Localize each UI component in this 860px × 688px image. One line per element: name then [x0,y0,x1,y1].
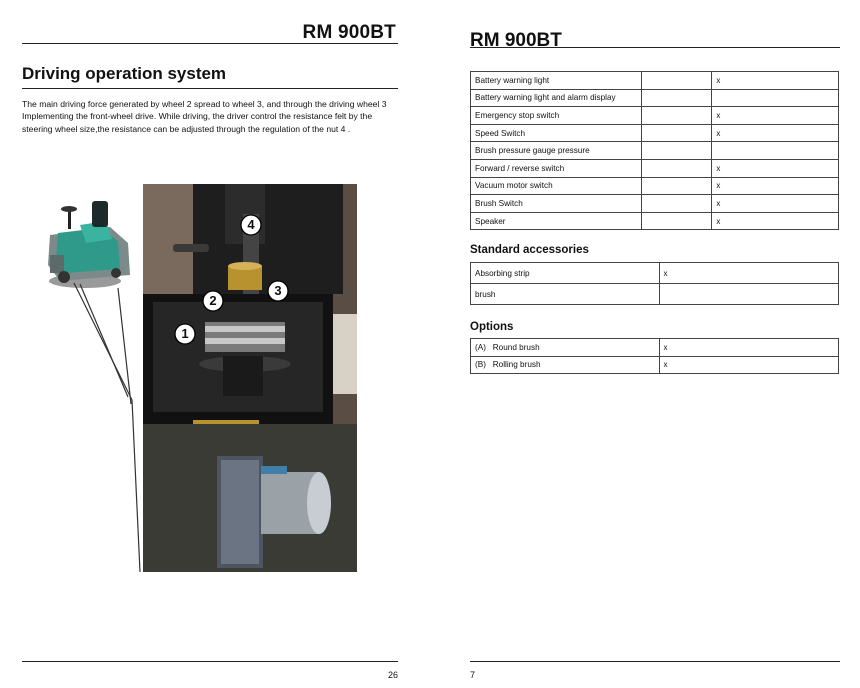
features-table [470,71,839,230]
accessory-label: brush [471,284,660,305]
accessory-label: Absorbing strip [471,263,660,284]
feature-label: Battery warning light and alarm display [471,89,642,107]
options-table [470,338,839,374]
section-title: Driving operation system [22,64,227,83]
options-title: Options [470,321,514,333]
table-row [471,124,839,142]
feature-mark [641,124,712,142]
option-label: (B) Rolling brush [471,356,660,374]
feature-label: Brush Switch [471,195,642,213]
feature-label: Speed Switch [471,124,642,142]
feature-mark: x [712,72,839,90]
feature-mark [641,89,712,107]
table-row [471,107,839,125]
feature-label: Battery warning light [471,72,642,90]
feature-mark: x [712,212,839,230]
page-number: 26 [388,670,399,680]
table-row [471,72,839,90]
feature-mark [641,195,712,213]
description-paragraph: The main driving force generated by wheel 2 spread to wheel 3, and through the driving wheel 3 Implementing the front-wheel drive. While driving, the driver control the resistance felt by the steering wheel size,the resistance can be adjusted through the regulation of the nut 4 . [22,99,387,134]
table-row [471,284,839,305]
callout-3: 3 [267,280,289,307]
feature-mark [641,72,712,90]
table-row [471,159,839,177]
footer-rule [470,661,840,662]
standard-accessories-table [470,262,839,305]
feature-mark: x [712,177,839,195]
feature-label: Forward / reverse switch [471,159,642,177]
feature-label: Emergency stop switch [471,107,642,125]
feature-mark: x [712,124,839,142]
table-row [471,142,839,160]
feature-mark [641,159,712,177]
table-row [471,177,839,195]
feature-mark [641,107,712,125]
right-page [430,0,860,688]
table-row [471,195,839,213]
feature-mark: x [712,107,839,125]
table-row [471,212,839,230]
header-rule [470,47,840,48]
table-row [471,339,839,357]
table-row [471,263,839,284]
footer-rule [22,661,398,662]
feature-mark: x [712,159,839,177]
feature-mark [641,212,712,230]
feature-label: Brush pressure gauge pressure [471,142,642,160]
feature-mark [641,177,712,195]
accessory-mark: x [659,263,838,284]
page-number: 7 [470,670,476,680]
option-label: (A) Round brush [471,339,660,357]
callout-2: 2 [202,290,224,317]
table-row [471,356,839,374]
table-row [471,89,839,107]
callout-1: 1 [174,323,196,350]
standard-accessories-title: Standard accessories [470,244,589,256]
option-mark: x [659,356,838,374]
feature-label: Speaker [471,212,642,230]
header-model: RM 900BT [470,30,562,51]
accessory-mark [659,284,838,305]
feature-mark [641,142,712,160]
callout-4: 4 [240,214,262,241]
header-model: RM 900BT [302,22,396,43]
drive-mechanism-photo [143,184,357,572]
feature-label: Vacuum motor switch [471,177,642,195]
feature-mark [712,89,839,107]
feature-mark: x [712,195,839,213]
feature-mark [712,142,839,160]
option-mark: x [659,339,838,357]
